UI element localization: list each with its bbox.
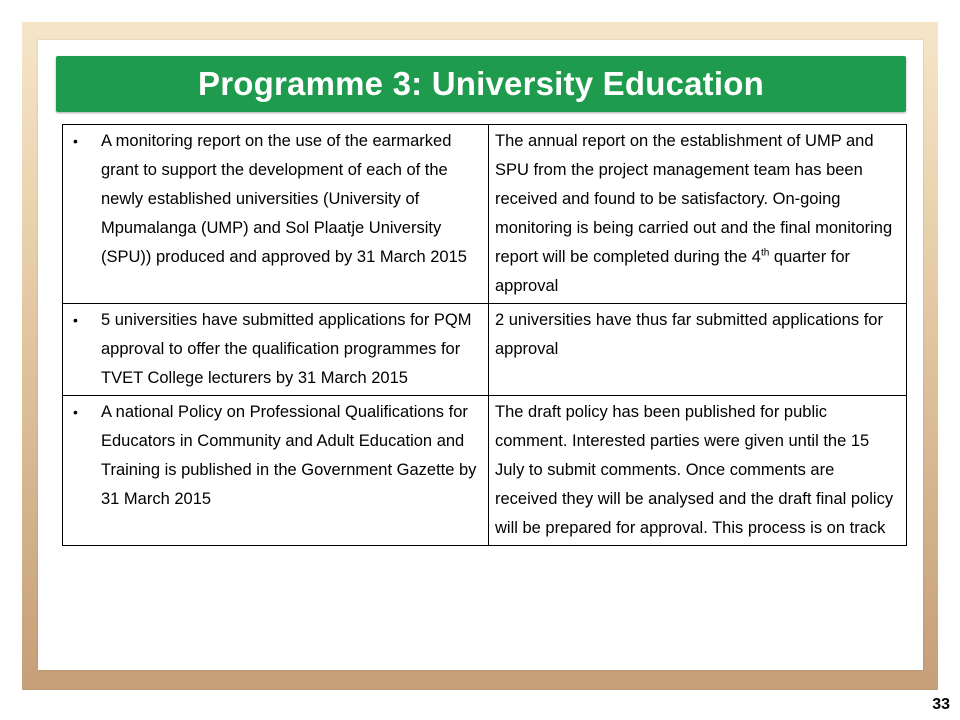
target-cell	[63, 396, 489, 546]
bullet-icon: •	[73, 404, 78, 420]
progress-table	[62, 124, 907, 546]
table-row	[63, 125, 907, 304]
status-text	[489, 125, 906, 303]
status-text-part: The annual report on the establishment of UMP and SPU from the project management team has been received and found to be satisfactory. On-going monitoring is being carried out and the final monitoring report will be completed during the 4	[495, 132, 893, 266]
target-cell	[63, 304, 489, 396]
status-cell	[489, 396, 907, 546]
target-text: A monitoring report on the use of the earmarked grant to support the development of each of the newly established universities (University of Mpumalanga (UMP) and Sol Plaatje University (SPU)) produced and approved by 31 March 2015	[101, 132, 467, 266]
target-text: A national Policy on Professional Qualifications for Educators in Community and Adult Education and Training is published in the Government Gazette by 31 March 2015	[101, 403, 477, 508]
table-row	[63, 396, 907, 546]
page-number: 33	[932, 696, 950, 713]
bullet-icon: •	[73, 133, 78, 149]
table-row	[63, 304, 907, 396]
title-bar	[56, 56, 906, 112]
ordinal-suffix: th	[760, 247, 770, 259]
target-cell	[63, 125, 489, 304]
status-text: 2 universities have thus far submitted applications for approval	[495, 311, 883, 358]
status-cell	[489, 304, 907, 396]
bullet-icon: •	[73, 312, 78, 328]
target-text: 5 universities have submitted applications for PQM approval to offer the qualification programmes for TVET College lecturers by 31 March 2015	[101, 311, 472, 387]
status-cell	[489, 125, 907, 304]
status-text: The draft policy has been published for public comment. Interested parties were given until the 15 July to submit comments. Once comments are received they will be analysed and the draft final policy will be prepared for approval. This process is on track	[495, 403, 894, 537]
slide-title: Programme 3: University Education	[198, 65, 764, 102]
status-text-part: quarter for approval	[495, 248, 851, 295]
